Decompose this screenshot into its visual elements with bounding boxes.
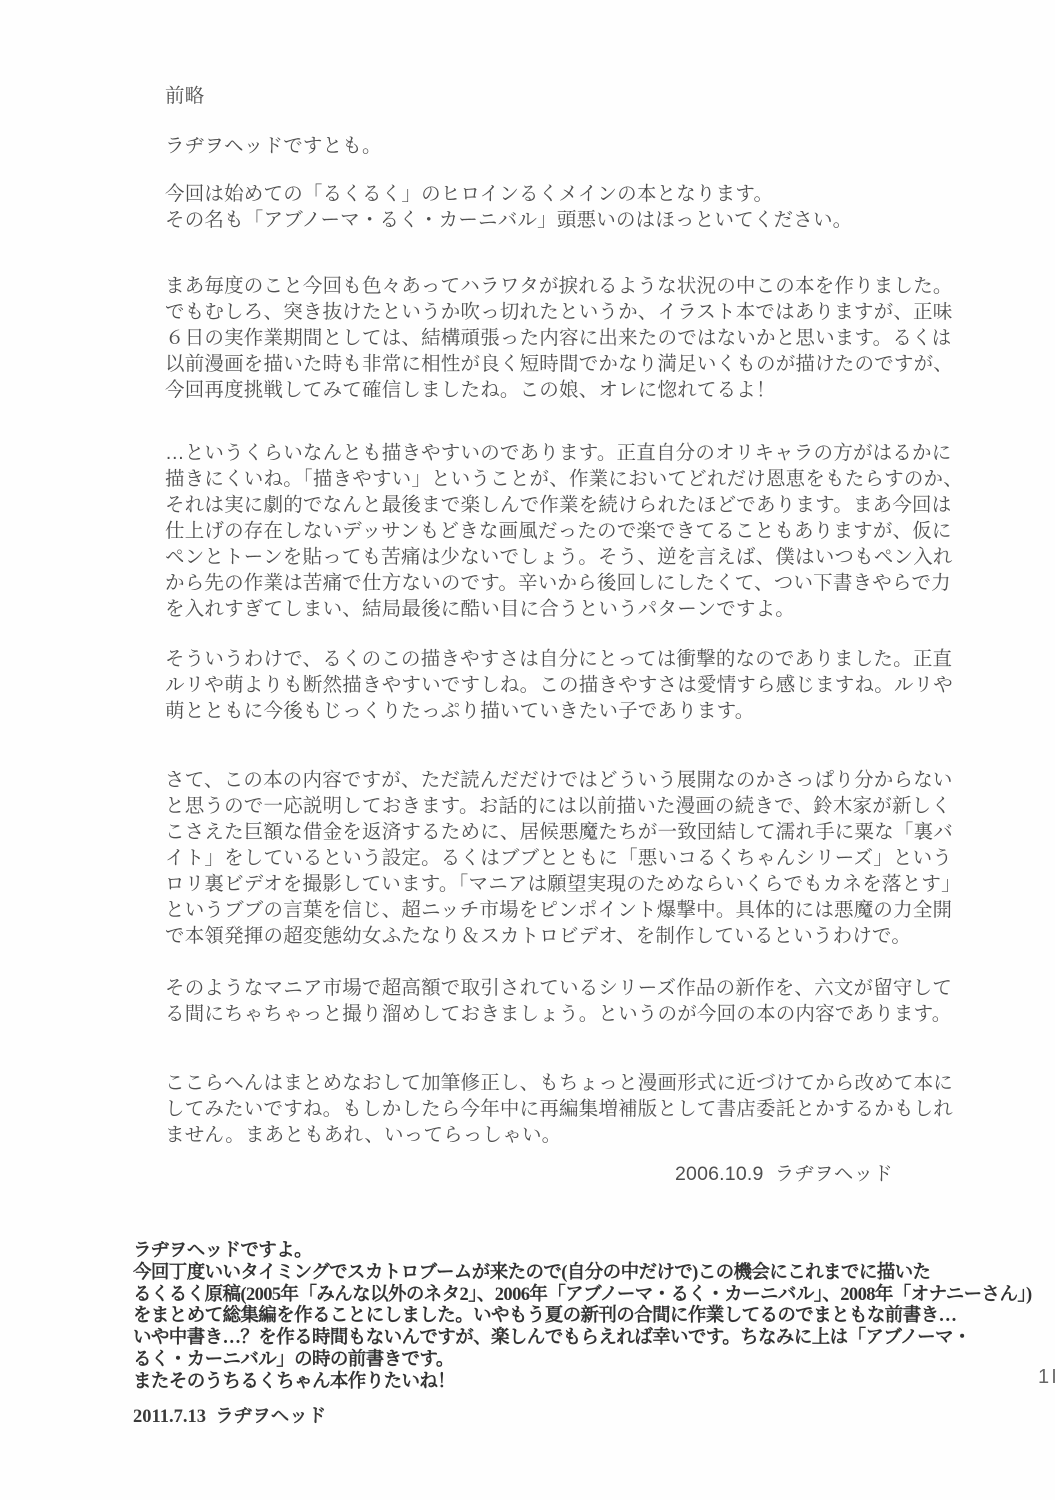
afterword-paragraph (133, 1241, 1032, 1394)
text-line: そのようなマニア市場で超高額で取引されているシリーズ作品の新作を、六文が留守して (165, 977, 953, 999)
text-line: るく・カーニバル」の時の前書きです。 (133, 1349, 454, 1370)
text-line: でもむしろ、突き抜けたというか吹っ切れたというか、イラスト本ではありますが、正味 (165, 301, 953, 323)
text-line: 描きにくいね。「描きやすい」ということが、作業においてどれだけ恩恵をもたらすのか、 (165, 468, 963, 490)
text-line: ルリや萌よりも断然描きやすいですしね。この描きやすさは愛情すら感じますね。ルリや (165, 674, 954, 696)
text-line: る間にちゃちゃっと撮り溜めしておきましょう。というのが今回の本の内容であります。 (165, 1003, 952, 1025)
text-line: 以前漫画を描いた時も非常に相性が良く短時間でかなり満足いくものが描けたのですが、 (165, 353, 954, 375)
text-line: ６日の実作業期間としては、結構頑張った内容に出来たのではないかと思います。るくは (165, 327, 952, 349)
text-line: で本領発揮の超変態幼女ふたなり＆スカトロビデオ、を制作しているというわけで。 (165, 925, 912, 947)
text-line: 今回は始めての「るくるく」のヒロインるくメインの本となります。 (165, 183, 774, 205)
text-line: こさえた巨額な借金を返済するために、居候悪魔たちが一致団結して濡れ手に粟な「裏バ (165, 821, 954, 843)
letter-paragraph-4 (165, 767, 961, 949)
greeting-line: ラヂヲヘッドですとも。 (165, 135, 382, 157)
letter-paragraph-3 (165, 646, 953, 724)
text-line: ません。まあともあれ、いってらっしゃい。 (165, 1124, 562, 1146)
text-line: ここらへんはまとめなおして加筆修正し、もちょっと漫画形式に近づけてから改めて本に (165, 1072, 954, 1094)
text-line: してみたいですね。もしかしたら今年中に再編集増補版として書店委託とかするかもしれ (165, 1098, 954, 1120)
text-line: まあ毎度のこと今回も色々あってハラワタが捩れるような状況の中この本を作りました。 (165, 275, 953, 297)
text-line: るくるく原稿(2005年「みんな以外のネタ2」、2006年「アブノーマ・るく・カーニバル」、2008年「オナニーさん」) (133, 1284, 1032, 1305)
text-line: またそのうちるくちゃん本作りたいね！ (133, 1371, 456, 1392)
text-line: その名も「アブノーマ・るく・カーニバル」頭悪いのはほっといてください。 (165, 209, 853, 231)
text-line: 今回丁度いいタイミングでスカトロブームが来たので(自分の中だけで)この機会にこれまでに描いた (133, 1262, 931, 1283)
salutation: 前略 (165, 85, 205, 107)
text-line: ロリ裏ビデオを撮影しています。「マニアは願望実現のためならいくらでもカネを落とす」 (165, 873, 961, 895)
letter-signature-date: 2006.10.9 ラヂヲヘッド (675, 1163, 893, 1185)
text-line: イト」をしているという設定。るくはブブとともに「悪いコるくちゃんシリーズ」という (165, 847, 953, 869)
text-line: そういうわけで、るくのこの描きやすさは自分にとっては衝撃的なのでありました。正直 (165, 648, 953, 670)
letter-paragraph-6 (165, 1070, 953, 1148)
text-line: 今回再度挑戦してみて確信しましたね。この娘、オレに惚れてるよ！ (165, 379, 776, 401)
letter-paragraph-5 (165, 975, 952, 1027)
text-line: さて、この本の内容ですが、ただ読んだだけではどういう展開なのかさっぱり分からない (165, 769, 953, 791)
letter-paragraph-2 (165, 440, 963, 622)
text-line: と思うので一応説明しておきます。お話的には以前描いた漫画の続きで、鈴木家が新しく (165, 795, 952, 817)
text-line: それは実に劇的でなんと最後まで楽しんで作業を続けられたほどであります。まあ今回は (165, 494, 952, 516)
afterword-signature-date: 2011.7.13 ラヂヲヘッド (133, 1407, 327, 1427)
intro-paragraph (165, 181, 852, 233)
text-line: ペンとトーンを貼っても苦痛は少ないでしょう。そう、逆を言えば、僕はいつもペン入れ (165, 546, 953, 568)
page-number: 1 (1038, 1366, 1055, 1389)
text-line: というブブの言葉を信じ、超ニッチ市場をピンポイント爆撃中。具体的には悪魔の力全開 (165, 899, 953, 921)
text-line: 萌とともに今後もじっくりたっぷり描いていきたい子であります。 (165, 700, 755, 722)
text-line: 仕上げの存在しないデッサンもどきな画風だったので楽できてることもありますが、仮に (165, 520, 952, 542)
text-line: をまとめて総集編を作ることにしました。いやもう夏の新刊の合間に作業してるのでまともな前書き… (133, 1306, 957, 1327)
text-line: いや中書き…？を作る時間もないんですが、楽しんでもらえれば幸いです。ちなみに上は「アブノーマ・ (133, 1328, 971, 1349)
letter-paragraph-1 (165, 273, 953, 403)
text-line: から先の作業は苦痛で仕方ないのです。辛いから後回しにしたくて、つい下書きやらで力 (165, 572, 951, 594)
text-line: を入れすぎてしまい、結局最後に酷い目に合うというパターンですよ。 (165, 598, 796, 620)
text-line: …というくらいなんとも描きやすいのであります。正直自分のオリキャラの方がはるかに (165, 442, 952, 464)
text-line: ラヂヲヘッドですよ。 (133, 1241, 313, 1261)
